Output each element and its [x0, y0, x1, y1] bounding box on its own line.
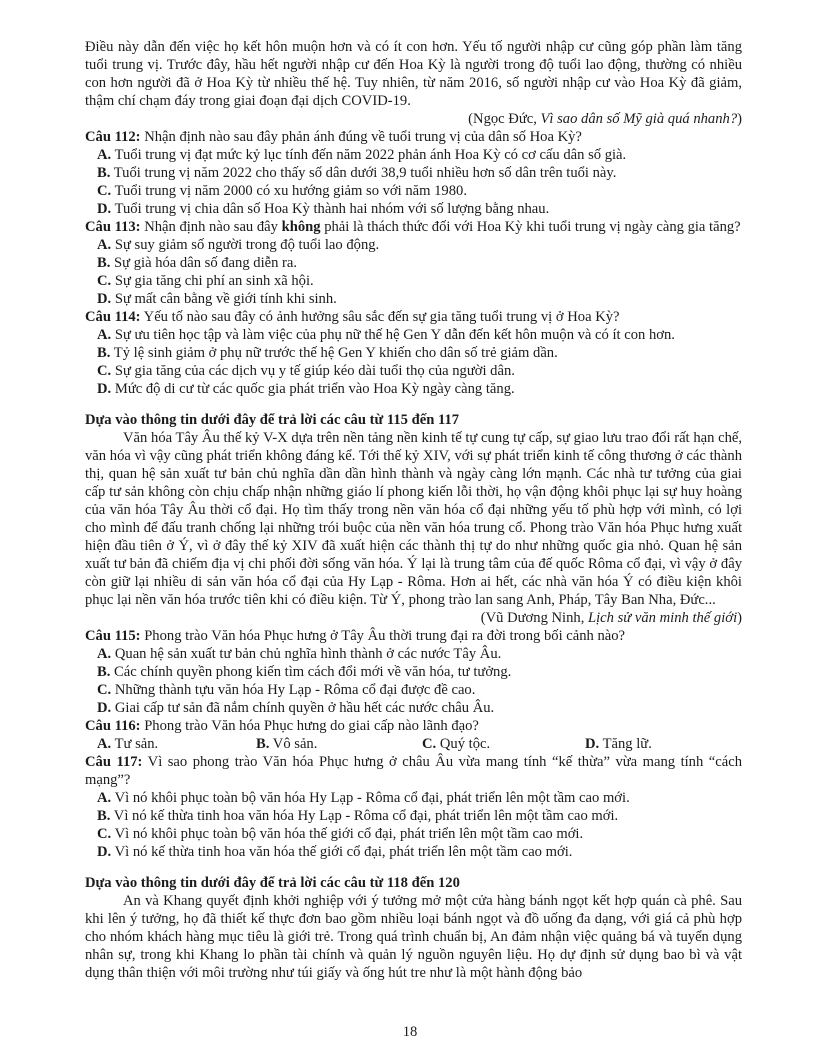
option-text: Vì nó kế thừa tinh hoa văn hóa thế giới cổ đại, phát triển lên một tầm cao mới.: [114, 844, 573, 860]
option-letter: A.: [97, 646, 112, 662]
question-116: [85, 717, 742, 753]
question-112-option-b: [85, 164, 742, 182]
option-letter: C.: [97, 273, 112, 289]
question-116-text: [85, 717, 742, 735]
option-text: Sự gia tăng của các dịch vụ y tế giúp kéo dài tuổi thọ của người dân.: [114, 363, 515, 379]
question-115-option-c: [85, 681, 742, 699]
passage-118: An và Khang quyết định khởi nghiệp với ý tưởng mở một cửa hàng bánh ngọt kết hợp quán cà phê. Sau khi lên ý tưởng, họ đã thiết kế thực đơn bao gồm nhiều loại bánh ngọt và đồ uống đa dạng, với giá cả phù hợp cho nhóm khách hàng mục tiêu là giới trẻ. Trong quá trình chuẩn bị, An đảm nhận việc quảng bá và tuyển dụng nhân sự, trong khi Khang lo phần tài chính và quản lý nguồn nguyên liệu. Họ dự định sử dụng bao bì và vật dụng thân thiện với môi trường như túi giấy và ống hút tre như là một hành động bảo: [85, 893, 742, 981]
question-114-option-a: [85, 326, 742, 344]
option-letter: B.: [256, 736, 270, 752]
question-113-option-c: [85, 272, 742, 290]
question-label: Câu 112:: [85, 129, 141, 145]
section-divider-space: [85, 861, 742, 874]
question-114: [85, 308, 742, 398]
option-text: Sự ưu tiên học tập và làm việc của phụ nữ thế hệ Gen Y dẫn đến kết hôn muộn và có ít con hơn.: [114, 327, 675, 343]
question-116-option-d: [585, 735, 742, 753]
option-letter: B.: [97, 808, 111, 824]
question-117-option-b: [85, 807, 742, 825]
option-letter: A.: [97, 790, 112, 806]
question-text: Phong trào Văn hóa Phục hưng ở Tây Âu thời trung đại ra đời trong bối cảnh nào?: [140, 628, 626, 644]
question-label: Câu 117:: [85, 754, 143, 770]
option-text: Những thành tựu văn hóa Hy Lạp - Rôma cổ đại được đề cao.: [114, 682, 476, 698]
question-114-option-d: [85, 380, 742, 398]
question-label: Câu 115:: [85, 628, 141, 644]
question-text-bold: không: [281, 219, 321, 235]
question-117-text: [85, 753, 742, 789]
attribution-title: Lịch sử văn minh thế giới: [588, 610, 738, 626]
question-113-option-a: [85, 236, 742, 254]
question-117-option-a: [85, 789, 742, 807]
question-116-option-a: [97, 735, 256, 753]
option-text: Sự gia tăng chi phí an sinh xã hội.: [114, 273, 314, 289]
intro-paragraph: Điều này dẫn đến việc họ kết hôn muộn hơn và có ít con hơn. Yếu tố người nhập cư cũng góp phần làm tăng tuổi trung vị. Trước đây, hầu hết người nhập cư đến Hoa Kỳ là người trong độ tuổi lao động, thường có nhiều con hơn người đã ở Hoa Kỳ từ nhiều thế hệ. Tuy nhiên, từ năm 2016, số người nhập cư vào Hoa Kỳ đã giảm, thậm chí chạm đáy trong giai đoạn đại dịch COVID-19.: [85, 39, 742, 109]
source-attribution-2: [85, 609, 742, 627]
option-letter: C.: [97, 363, 112, 379]
option-text: Tuổi trung vị năm 2000 có xu hướng giảm so với năm 1980.: [114, 183, 467, 199]
question-112-text: [85, 128, 742, 146]
question-114-option-b: [85, 344, 742, 362]
option-letter: D.: [585, 736, 600, 752]
option-text: Sự mất cân bằng về giới tính khi sinh.: [114, 291, 337, 307]
question-label: Câu 116:: [85, 718, 141, 734]
question-117-option-d: [85, 843, 742, 861]
question-116-options-row: [85, 735, 742, 753]
question-115-text: [85, 627, 742, 645]
question-text: Nhận định nào sau đây: [140, 219, 282, 235]
option-text: Quý tộc.: [439, 736, 491, 752]
option-text: Vì nó khôi phục toàn bộ văn hóa Hy Lạp - Rôma cổ đại, phát triển lên một tầm cao mới.: [114, 790, 630, 806]
question-text: phải là thách thức đối với Hoa Kỳ khi tuổi trung vị ngày càng gia tăng?: [320, 219, 741, 235]
option-text: Tuổi trung vị chia dân số Hoa Kỳ thành hai nhóm với số lượng bằng nhau.: [114, 201, 550, 217]
option-letter: D.: [97, 291, 112, 307]
attribution-title: Vì sao dân số Mỹ già quá nhanh?: [540, 111, 738, 127]
question-113-text: [85, 218, 742, 236]
option-text: Mức độ di cư từ các quốc gia phát triển vào Hoa Kỳ ngày càng tăng.: [114, 381, 515, 397]
question-text: Vì sao phong trào Văn hóa Phục hưng ở châu Âu vừa mang tính “kế thừa” vừa mang tính “cách mạng”?: [85, 754, 742, 788]
question-114-option-c: [85, 362, 742, 380]
option-text: Tăng lữ.: [602, 736, 652, 752]
question-112: [85, 128, 742, 218]
option-letter: A.: [97, 327, 112, 343]
question-117: [85, 753, 742, 861]
option-text: Vô sản.: [272, 736, 318, 752]
section-heading-115: Dựa vào thông tin dưới đây để trả lời các câu từ 115 đến 117: [85, 412, 460, 428]
question-113-option-b: [85, 254, 742, 272]
question-112-option-d: [85, 200, 742, 218]
option-text: Tỷ lệ sinh giảm ở phụ nữ trước thế hệ Gen Y khiến cho dân số trẻ giảm dần.: [113, 345, 558, 361]
option-text: Vì nó khôi phục toàn bộ văn hóa thế giới cổ đại, phát triển lên một tầm cao mới.: [114, 826, 584, 842]
question-115-option-b: [85, 663, 742, 681]
option-text: Tuổi trung vị năm 2022 cho thấy số dân dưới 38,9 tuổi nhiều hơn số dân trên tuổi này.: [113, 165, 617, 181]
option-text: Các chính quyền phong kiến tìm cách đổi mới về văn hóa, tư tưởng.: [114, 664, 512, 680]
option-letter: A.: [97, 736, 112, 752]
option-letter: D.: [97, 844, 112, 860]
question-113: [85, 218, 742, 308]
option-letter: B.: [97, 165, 111, 181]
option-letter: D.: [97, 201, 112, 217]
question-115-option-d: [85, 699, 742, 717]
question-115: [85, 627, 742, 717]
question-115-option-a: [85, 645, 742, 663]
question-label: Câu 114:: [85, 309, 141, 325]
option-letter: C.: [97, 682, 112, 698]
option-letter: C.: [97, 183, 112, 199]
option-letter: C.: [422, 736, 437, 752]
question-116-option-c: [422, 735, 585, 753]
passage-115: Văn hóa Tây Âu thế kỷ V-X dựa trên nền tảng nền kinh tế tự cung tự cấp, sự giao lưu trao đổi rất hạn chế, văn hóa vì vậy cũng phát triển không đáng kể. Tới thế kỷ XIV, với sự phát triển kinh tế công thương ở các thành thị, quan hệ sản xuất tư bản chủ nghĩa dần dần hình thành và ngày càng lớn mạnh. Các nhà tư tưởng của giai cấp tư sản không còn chịu chấp nhận những giáo lí phong kiến lỗi thời, họ vận động khôi phục lại sự huy hoàng của văn hóa Tây Âu thời cổ đại. Họ tìm thấy trong nền văn hóa cổ đại những yếu tố phù hợp với mình, có lợi cho mình để đấu tranh chống lại những trói buộc của nền văn hóa trung cổ. Phong trào Văn hóa Phục hưng xuất hiện đầu tiên ở Ý, vì ở đây thế kỷ XIV đã xuất hiện các thành thị tự do như những quốc gia nhỏ. Quan hệ sản xuất tư bản đã chiếm địa vị chi phối đời sống văn hóa. Ý lại là trung tâm của đế quốc Rôma cổ đại, vì vậy ở đây còn giữ lại nhiều di sản văn hóa cổ đại của Hy Lạp - Rôma. Hơn ai hết, các nhà văn hóa Ý có điều kiện khôi phục lại nền văn hóa trước tiên khi có điều kiện. Từ Ý, phong trào lan sang Anh, Pháp, Tây Ban Nha, Đức...: [85, 430, 742, 608]
page-number: 18: [402, 1024, 418, 1040]
attribution-suffix: ): [737, 610, 742, 626]
option-letter: A.: [97, 147, 112, 163]
attribution-prefix: (Vũ Dương Ninh,: [480, 610, 589, 626]
option-text: Tư sản.: [114, 736, 159, 752]
option-letter: C.: [97, 826, 112, 842]
option-letter: B.: [97, 255, 111, 271]
option-text: Giai cấp tư sản đã nắm chính quyền ở hầu hết các nước châu Âu.: [114, 700, 495, 716]
question-114-text: [85, 308, 742, 326]
option-text: Sự suy giảm số người trong độ tuổi lao động.: [114, 237, 380, 253]
option-text: Tuổi trung vị đạt mức kỷ lục tính đến năm 2022 phản ánh Hoa Kỳ có cơ cấu dân số già.: [114, 147, 627, 163]
option-letter: D.: [97, 700, 112, 716]
option-text: Vì nó kế thừa tinh hoa văn hóa Hy Lạp - Rôma cổ đại, phát triển lên một tầm cao mới.: [113, 808, 619, 824]
question-text: Phong trào Văn hóa Phục hưng do giai cấp nào lãnh đạo?: [140, 718, 479, 734]
attribution-prefix: (Ngọc Đức,: [468, 111, 541, 127]
option-letter: B.: [97, 664, 111, 680]
section-heading-118: Dựa vào thông tin dưới đây để trả lời các câu từ 118 đến 120: [85, 875, 460, 891]
option-text: Quan hệ sản xuất tư bản chủ nghĩa hình thành ở các nước Tây Âu.: [114, 646, 502, 662]
option-text: Sự già hóa dân số đang diễn ra.: [114, 255, 298, 271]
source-attribution-1: [85, 110, 742, 128]
question-text: Nhận định nào sau đây phản ánh đúng về tuổi trung vị của dân số Hoa Kỳ?: [140, 129, 582, 145]
section-divider-space: [85, 398, 742, 411]
question-117-option-c: [85, 825, 742, 843]
question-113-option-d: [85, 290, 742, 308]
question-112-option-c: [85, 182, 742, 200]
option-letter: D.: [97, 381, 112, 397]
option-letter: A.: [97, 237, 112, 253]
question-116-option-b: [256, 735, 422, 753]
question-112-option-a: [85, 146, 742, 164]
question-text: Yếu tố nào sau đây có ảnh hưởng sâu sắc đến sự gia tăng tuổi trung vị ở Hoa Kỳ?: [140, 309, 620, 325]
attribution-suffix: ): [737, 111, 742, 127]
option-letter: B.: [97, 345, 111, 361]
question-label: Câu 113:: [85, 219, 141, 235]
